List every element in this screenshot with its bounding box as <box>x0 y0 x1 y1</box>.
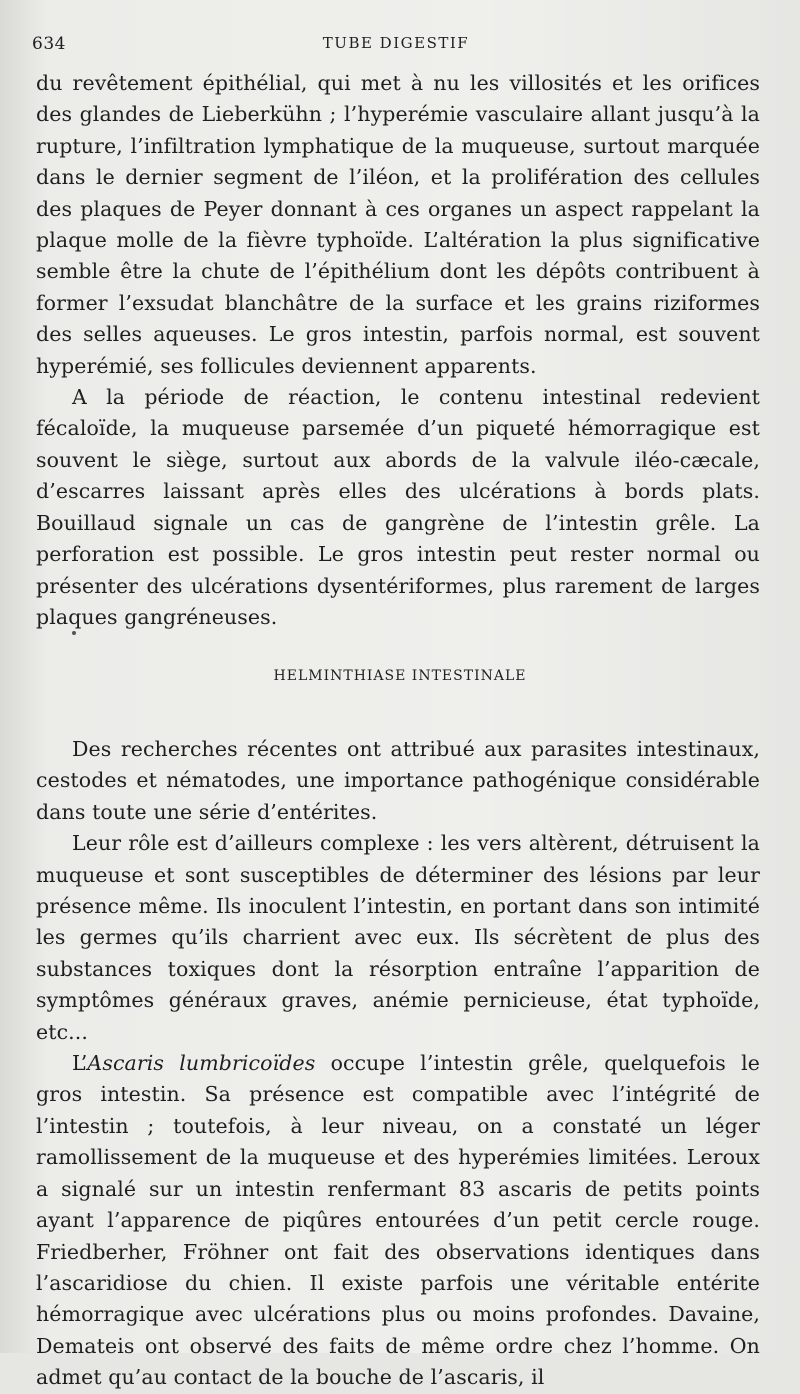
section-heading: HELMINTHIASE INTESTINALE <box>273 668 527 684</box>
page-header <box>32 34 760 58</box>
paragraph: Des recherches récentes ont attribué aux parasites intestinaux, cestodes et nématodes, une importance pathogénique considérable dans toute une série d’entérites. <box>36 737 760 824</box>
paragraph <box>36 1048 760 1393</box>
paragraph-article: L’ <box>72 1051 88 1076</box>
paragraph-text: occupe l’intestin grêle, quelquefois le gros intestin. Sa présence est compatible avec l’intégrité de l’intestin ; toutefois, à leur niveau, on a constaté un léger ramollissement de la muqueuse et des hyperémies limitées. Leroux a signalé sur un intestin renfermant 83 ascaris de petits points ayant l’apparence de piqûres entourées d’un petit cercle rouge. Friedberher, Fröhner ont fait des observations identiques dans l’ascaridiose du chien. Il existe parfois une véritable entérite hémorragique avec ulcérations plus ou moins profondes. Davaine, Demateis ont observé des faits de même ordre chez l’homme. On admet qu’au contact de la bouche de l’ascaris, il <box>36 1051 760 1390</box>
page-number: 634 <box>32 34 66 54</box>
paragraph: A la période de réaction, le contenu intestinal redevient fécaloïde, la muqueuse parsemée d’un piqueté hémorragique est souvent le siège, surtout aux abords de la valvule iléo-cæcale, d’escarres laissant après elles des ulcérations à bords plats. Bouillaud signale un cas de gangrène de l’intestin grêle. La perforation est possible. Le gros intestin peut rester normal ou présenter des ulcérations dysentériformes, plus rarement de larges plaques gangréneuses. <box>36 385 760 629</box>
text-block-helminthiase <box>36 734 760 1394</box>
paragraph: du revêtement épithélial, qui met à nu les villosités et les orifices des glandes de Lieberkühn ; l’hyperémie vasculaire allant jusqu’à la rupture, l’infiltration lymphatique de la muqueuse, surtout marquée dans le dernier segment de l’iléon, et la prolifération des cellules des plaques de Peyer donnant à ces organes un aspect rappelant la plaque molle de la fièvre typhoïde. L’altération la plus significative semble être la chute de l’épithélium dont les dépôts contribuent à former l’exsudat blanchâtre de la surface et les grains riziformes des selles aqueuses. Le gros intestin, parfois normal, est souvent hyperémié, ses follicules deviennent apparents. <box>36 71 760 378</box>
species-name: Ascaris lumbricoïdes <box>87 1051 316 1076</box>
print-speck <box>72 631 76 635</box>
running-title: TUBE DIGESTIF <box>322 34 470 52</box>
text-block-cholera-lesions <box>36 68 760 633</box>
paragraph: Leur rôle est d’ailleurs complexe : les vers altèrent, détruisent la muqueuse et sont susceptibles de déterminer des lésions par leur présence même. Ils inoculent l’intestin, en portant dans son intimité les germes qu’ils charrient avec eux. Ils sécrètent de plus des substances toxiques dont la résorption entraîne l’apparition de symptômes généraux graves, anémie pernicieuse, état typhoïde, etc... <box>36 831 760 1044</box>
